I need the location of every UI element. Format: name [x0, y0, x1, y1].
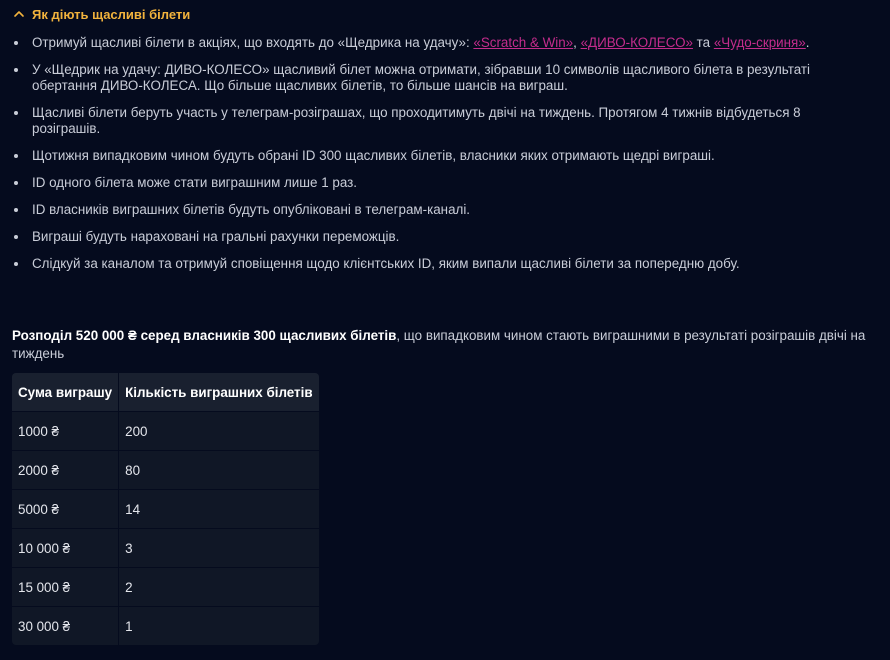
rule-item-7: Виграші будуть нараховані на гральні рахунки переможців. — [12, 229, 872, 245]
rule-item-1 — [12, 35, 872, 51]
rule-item-6: ID власників виграшних білетів будуть опубліковані в телеграм-каналі. — [12, 202, 872, 218]
rule-item-3: Щасливі білети беруть участь у телеграм-розіграшах, що проходитимуть двічі на тиждень. Протягом 4 тижнів відбудеться 8 розіграшів. — [12, 105, 872, 137]
rule-item-4: Щотижня випадковим чином будуть обрані ID 300 щасливих білетів, власники яких отримають щедрі виграші. — [12, 148, 872, 164]
cell-amount: 15 000 ₴ — [12, 567, 119, 606]
cell-count: 200 — [119, 411, 318, 450]
table-row — [12, 606, 319, 645]
cell-count: 14 — [119, 489, 318, 528]
chudo-skrynia-link[interactable]: «Чудо-скриня» — [713, 35, 806, 50]
rule-item-5: ID одного білета може стати виграшним лише 1 раз. — [12, 175, 872, 191]
cell-count: 80 — [119, 450, 318, 489]
table-row — [12, 528, 319, 567]
prize-table — [12, 373, 319, 645]
rule-item-8: Слідкуй за каналом та отримуй сповіщення щодо клієнтських ID, яким випали щасливі білети за попередню добу. — [12, 256, 872, 272]
divo-koleso-link[interactable]: «ДИВО-КОЛЕСО» — [580, 35, 693, 50]
section-title: Як діють щасливі білети — [32, 6, 191, 22]
rules-list — [12, 35, 872, 272]
cell-amount: 5000 ₴ — [12, 489, 119, 528]
chevron-up-icon — [12, 7, 26, 21]
rule-item-2: У «Щедрик на удачу: ДИВО-КОЛЕСО» щасливий білет можна отримати, зібравши 10 символів щасливого білета в результаті обертання ДИВО-КОЛЕСА. Що більше щасливих білетів, то більше шансів на виграш. — [12, 62, 872, 94]
table-header-row — [12, 373, 319, 411]
rule-separator: та — [692, 35, 714, 50]
spacer — [12, 283, 890, 327]
summary-rest: , що випадковим чином стають виграшними в результаті розіграшів двічі на тиждень — [12, 328, 866, 361]
rule-text-end: . — [805, 35, 810, 50]
cell-amount: 2000 ₴ — [12, 450, 119, 489]
section-header-toggle[interactable] — [12, 0, 890, 28]
rule-separator: , — [573, 35, 581, 50]
table-row — [12, 411, 319, 450]
table-row — [12, 450, 319, 489]
header-amount: Сума виграшу — [12, 373, 119, 411]
cell-count: 2 — [119, 567, 318, 606]
table-row — [12, 567, 319, 606]
prize-summary — [12, 327, 888, 363]
cell-count: 3 — [119, 528, 318, 567]
rule-text: Отримуй щасливі білети в акціях, що входять до «Щедрика на удачу»: — [32, 35, 474, 50]
summary-bold: Розподіл 520 000 ₴ серед власників 300 щасливих білетів — [12, 328, 397, 343]
header-count: Кількість виграшних білетів — [119, 373, 318, 411]
cell-amount: 10 000 ₴ — [12, 528, 119, 567]
cell-amount: 30 000 ₴ — [12, 606, 119, 645]
cell-count: 1 — [119, 606, 318, 645]
table-row — [12, 489, 319, 528]
scratch-win-link[interactable]: «Scratch & Win» — [473, 35, 574, 50]
cell-amount: 1000 ₴ — [12, 411, 119, 450]
